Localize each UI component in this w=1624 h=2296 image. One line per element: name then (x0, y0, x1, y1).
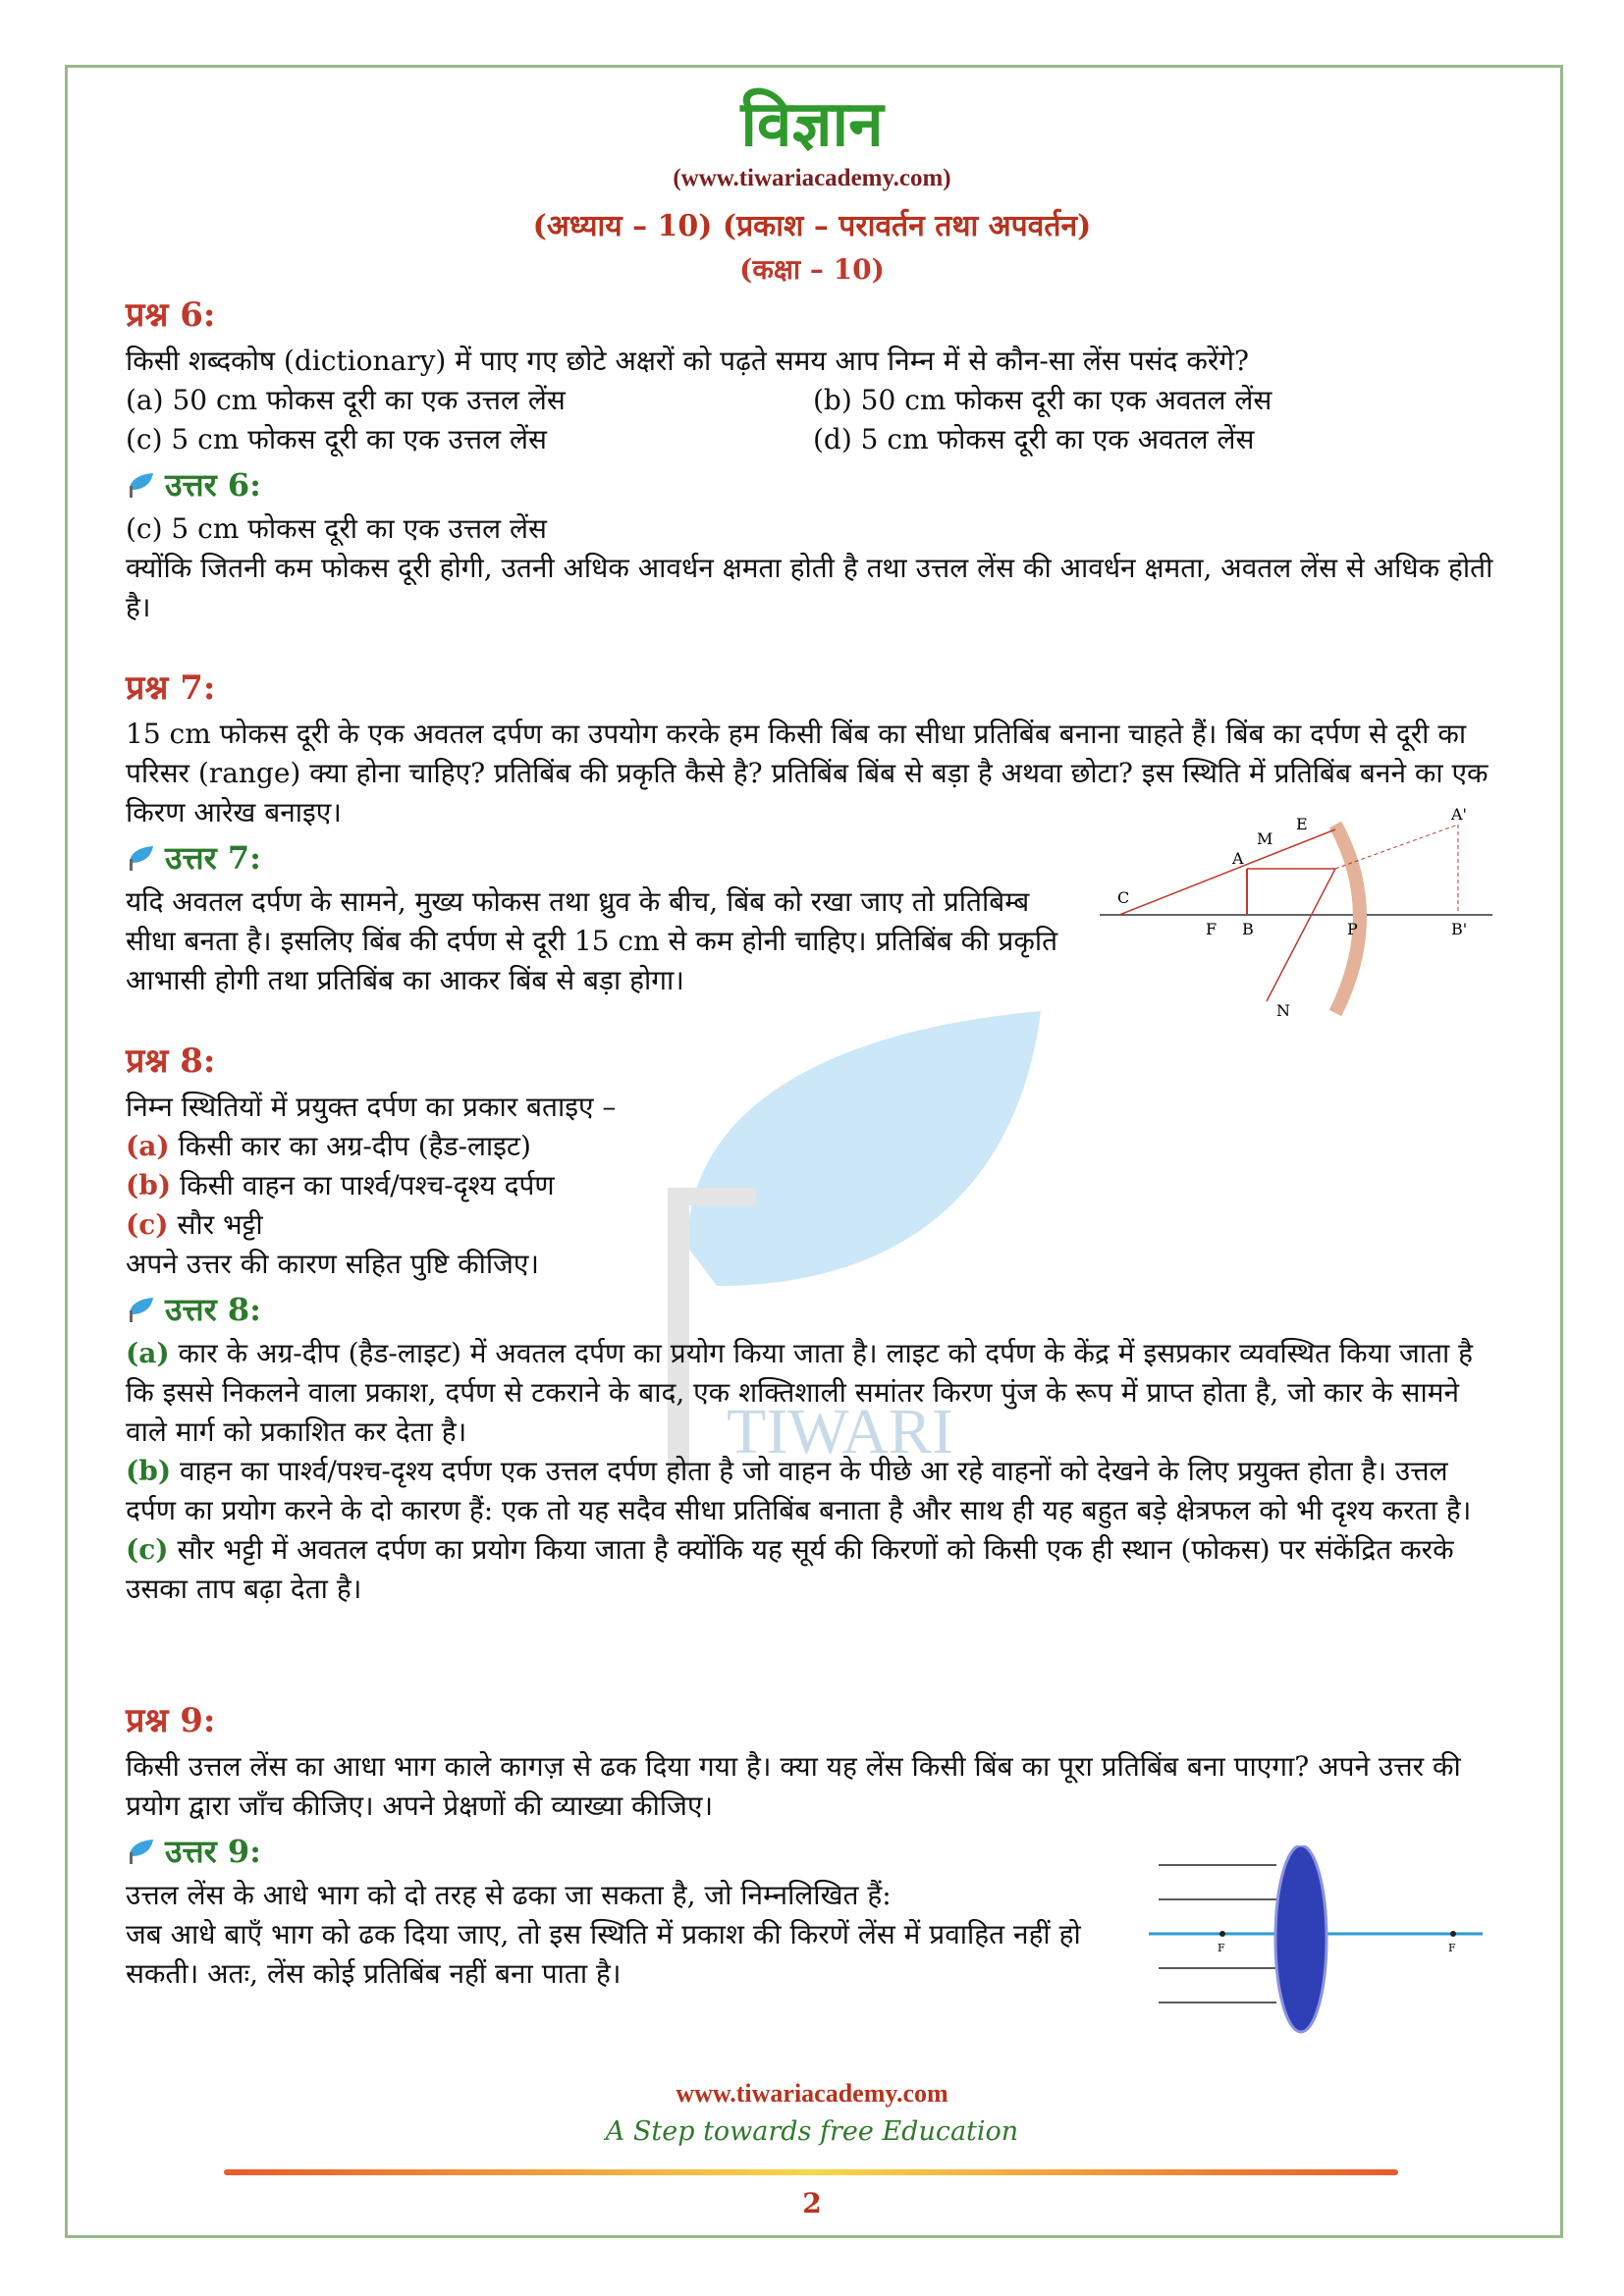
question-8-label: प्रश्न 8: (126, 1041, 216, 1081)
option-d: (d) 5 cm फोकस दूरी का एक अवतल लेंस (813, 423, 1255, 455)
answer-c-tag: (c) (126, 1533, 169, 1566)
answer-8-a (126, 1334, 1500, 1452)
label-N: N (1276, 1001, 1290, 1020)
footer-site[interactable]: www.tiwariacademy.com (676, 2079, 948, 2108)
convex-lens-diagram (1149, 1845, 1492, 2042)
question-6 (126, 291, 1500, 627)
question-8-item-a (126, 1127, 1500, 1166)
option-a: (a) 50 cm फोकस दूरी का एक उत्तल लेंस (126, 384, 566, 416)
item-b-text: किसी वाहन का पार्श्व/पश्च-दृश्य दर्पण (179, 1169, 555, 1201)
label-C: C (1117, 888, 1130, 907)
question-6-label: प्रश्न 6: (126, 295, 216, 335)
question-7-label: प्रश्न 7: (126, 668, 216, 708)
label-E: E (1296, 815, 1308, 833)
label-F-left: F (1218, 1942, 1225, 1954)
option-b: (b) 50 cm फोकस दूरी का एक अवतल लेंस (813, 384, 1272, 416)
question-8-item-b (126, 1166, 1500, 1205)
label-M: M (1257, 829, 1273, 848)
page-number: 2 (802, 2187, 822, 2219)
item-b-tag: (b) (126, 1169, 172, 1201)
answer-6-label: उत्तर 6: (165, 466, 261, 504)
item-a-text: किसी कार का अग्र-दीप (हैड-लाइट) (178, 1130, 531, 1162)
label-B-prime: B' (1451, 920, 1468, 938)
answer-7-text: यदि अवतल दर्पण के सामने, मुख्य फोकस तथा ध्रुव के बीच, बिंब को रखा जाए तो प्रतिबिम्ब सीधा बनता है। इसलिए बिंब की दर्पण से दूरी 15 cm से कम होनी चाहिए। प्रतिबिंब की प्रकृति आभासी होगी तथा प्रतिबिंब का आकर बिंब से बड़ा होगा। (126, 885, 1058, 996)
tiwari-logo-icon (126, 1295, 155, 1324)
question-8-closing: अपने उत्तर की कारण सहित पुष्टि कीजिए। (126, 1248, 539, 1280)
question-9-text: किसी उत्तल लेंस का आधा भाग काले कागज़ से ढक दिया गया है। क्या यह लेंस किसी बिंब का पूरा प्रतिबिंब बना पाएगा? अपने उत्तर की प्रयोग द्वारा जाँच कीजिए। अपने प्रेक्षणों की व्याख्या कीजिए। (126, 1750, 1461, 1822)
answer-8-b (126, 1452, 1500, 1530)
footer-divider (224, 2169, 1398, 2175)
question-8-item-c (126, 1205, 1500, 1245)
watermark-text: TIWARI (727, 1396, 953, 1468)
answer-9-line2: जब आधे बाएँ भाग को ढक दिया जाए, तो इस स्थिति में प्रकाश की किरणें लेंस में प्रवाहित नहीं हो सकती। अतः, लेंस कोई प्रतिबिंब नहीं बना पाता है। (126, 1918, 1081, 1990)
label-P: P (1347, 920, 1358, 938)
question-7-text: 15 cm फोकस दूरी के एक अवतल दर्पण का उपयोग करके हम किसी बिंब का सीधा प्रतिबिंब बनाना चाहते हैं। बिंब का दर्पण से दूरी का परिसर (range) क्या होना चाहिए? प्रतिबिंब की प्रकृति कैसे है? प्रतिबिंब बिंब से बड़ा है अथवा छोटा? इस स्थिति में प्रतिबिंब बनने का एक किरण आरेख बनाइए। (126, 718, 1489, 828)
item-c-tag: (c) (126, 1208, 169, 1241)
label-F-right: F (1448, 1942, 1456, 1954)
footer-tagline: A Step towards free Education (605, 2116, 1019, 2147)
answer-b-tag: (b) (126, 1455, 172, 1487)
answer-6-line2: क्योंकि जितनी कम फोकस दूरी होगी, उतनी अधिक आवर्धन क्षमता होती है तथा उत्तल लेंस की आवर्धन क्षमता, अवतल लेंस से अधिक होती है। (126, 552, 1493, 623)
answer-a-text: कार के अग्र-दीप (हैड-लाइट) में अवतल दर्पण का प्रयोग किया जाता है। लाइट को दर्पण के केंद्र में इसप्रकार व्यवस्थित किया जाता है कि इससे निकलने वाला प्रकाश, दर्पण से टकराने के बाद, एक शक्तिशाली समांतर किरण पुंज के रूप में प्राप्त होता है, जो कार के सामने वाले मार्ग को प्रकाशित कर देता है। (126, 1337, 1474, 1448)
question-6-text: किसी शब्दकोष (dictionary) में पाए गए छोटे अक्षरों को पढ़ते समय आप निम्न में से कौन-सा लेंस पसंद करेंगे? (126, 345, 1250, 377)
answer-8-c (126, 1530, 1500, 1609)
label-A-prime: A' (1451, 805, 1467, 824)
label-B: B (1242, 920, 1254, 938)
answer-9-label: उत्तर 9: (165, 1833, 261, 1870)
page-title: विज्ञान (740, 87, 884, 161)
question-9-label: प्रश्न 9: (126, 1701, 216, 1740)
tiwari-logo-icon (126, 470, 155, 500)
question-8 (126, 1037, 1500, 1609)
answer-a-tag: (a) (126, 1337, 170, 1369)
option-c: (c) 5 cm फोकस दूरी का एक उत्तल लेंस (126, 423, 547, 455)
concave-mirror-ray-diagram (1090, 805, 1502, 1031)
chapter-heading: (अध्याय – 10) (प्रकाश – परावर्तन तथा अपवर्तन) (532, 209, 1092, 243)
answer-8-label: उत्तर 8: (165, 1291, 261, 1328)
question-8-text: निम्न स्थितियों में प्रयुक्त दर्पण का प्रकार बताइए – (126, 1091, 617, 1123)
answer-6-heading (126, 463, 1500, 506)
answer-b-text: वाहन का पार्श्व/पश्च-दृश्य दर्पण एक उत्तल दर्पण होता है जो वाहन के पीछे आ रहे वाहनों को देखने के लिए प्रयुक्त होता है। उत्तल दर्पण का प्रयोग करने के दो कारण हैं: एक तो यह सदैव सीधा प्रतिबिंब बनाता है और साथ ही यह बहुत बड़े क्षेत्रफल को भी दृश्य करता है। (126, 1455, 1472, 1526)
site-url[interactable]: (www.tiwariacademy.com) (673, 165, 951, 191)
options-row-1 (126, 381, 1500, 420)
tiwari-logo-icon (126, 1837, 155, 1866)
item-c-text: सौर भट्टी (177, 1208, 263, 1241)
tiwari-logo-icon (126, 843, 155, 873)
answer-6-line1: (c) 5 cm फोकस दूरी का एक उत्तल लेंस (126, 512, 547, 545)
item-a-tag: (a) (126, 1130, 170, 1162)
answer-9-line1: उत्तल लेंस के आधे भाग को दो तरह से ढका जा सकता है, जो निम्नलिखित हैं: (126, 1879, 892, 1911)
answer-7-label: उत्तर 7: (165, 839, 261, 877)
options-row-2 (126, 420, 1500, 459)
answer-8-heading (126, 1288, 1500, 1330)
label-A: A (1232, 849, 1244, 868)
answer-c-text: सौर भट्टी में अवतल दर्पण का प्रयोग किया जाता है क्योंकि यह सूर्य की किरणों को किसी एक ही स्थान (फोकस) पर संकेंद्रित करके उसका ताप बढ़ा देता है। (126, 1533, 1454, 1605)
class-heading: (कक्षा – 10) (739, 253, 885, 286)
label-F: F (1206, 920, 1218, 938)
